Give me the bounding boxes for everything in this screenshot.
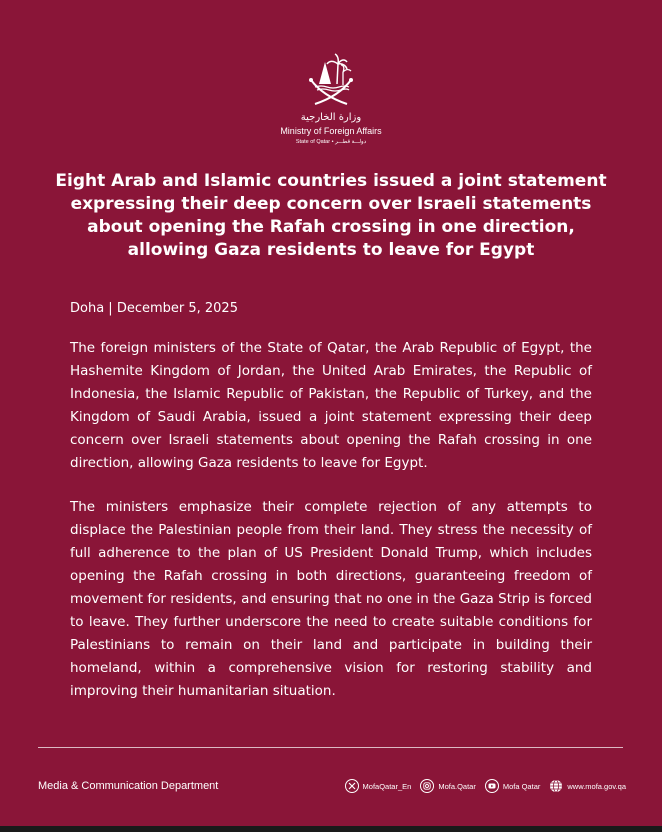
social-instagram[interactable] [420,779,476,793]
social-website[interactable] [549,779,626,793]
instagram-icon [420,779,434,793]
social-label: www.mofa.gov.qa [567,781,626,791]
footer [38,775,626,797]
ministry-english-name: Ministry of Foreign Affairs [280,126,382,136]
paragraph-1: The foreign ministers of the State of Qatar, the Arab Republic of Egypt, the Hashemite Kingdom of Jordan, the United Arab Emirates, the Republic of Indonesia, the Islamic Republic of Pakistan, the Republic of Turkey, and the Kingdom of Saudi Arabia, issued a joint statement expressing their deep concern over Israeli statements about opening the Rafah crossing in one direction, allowing Gaza residents to leave for Egypt. [70,340,592,471]
department-name: Media & Communication Department [38,780,219,792]
social-x[interactable] [345,779,412,793]
social-youtube[interactable] [485,779,541,793]
globe-icon [549,779,563,793]
dateline: Doha | December 5, 2025 [70,301,238,316]
social-label: Mofa Qatar [502,781,541,791]
social-links [345,779,626,793]
paragraph-2: The ministers emphasize their complete rejection of any attempts to displace the Palestinian people from their land. They stress the necessity of full adherence to the plan of US President Donald Trump, which includes opening the Rafah crossing in both directions, guaranteeing freedom of movement for residents, and ensuring that no one in the Gaza Strip is forced to leave. They further underscore the need to create suitable conditions for Palestinians to remain on their land and participate in building their homeland, within a comprehensive vision for restoring stability and improving their humanitarian situation. [70,499,592,699]
youtube-icon [485,779,499,793]
state-line: State of Qatar • دولـــة قطـــر [295,139,367,145]
social-label: MofaQatar_En [362,781,412,791]
qatar-emblem-icon [301,50,361,108]
bottom-bar [0,826,662,832]
ministry-logo [0,50,662,145]
headline: Eight Arab and Islamic countries issued a joint statement expressing their deep concern over Israeli statements about opening the Rafah crossing in one direction, allowing Gaza residents to leave for Egypt [55,171,607,260]
x-icon [345,779,359,793]
social-label: Mofa.Qatar [438,781,476,791]
footer-divider [38,747,623,748]
ministry-arabic-name: وزارة الخارجية [300,112,362,123]
